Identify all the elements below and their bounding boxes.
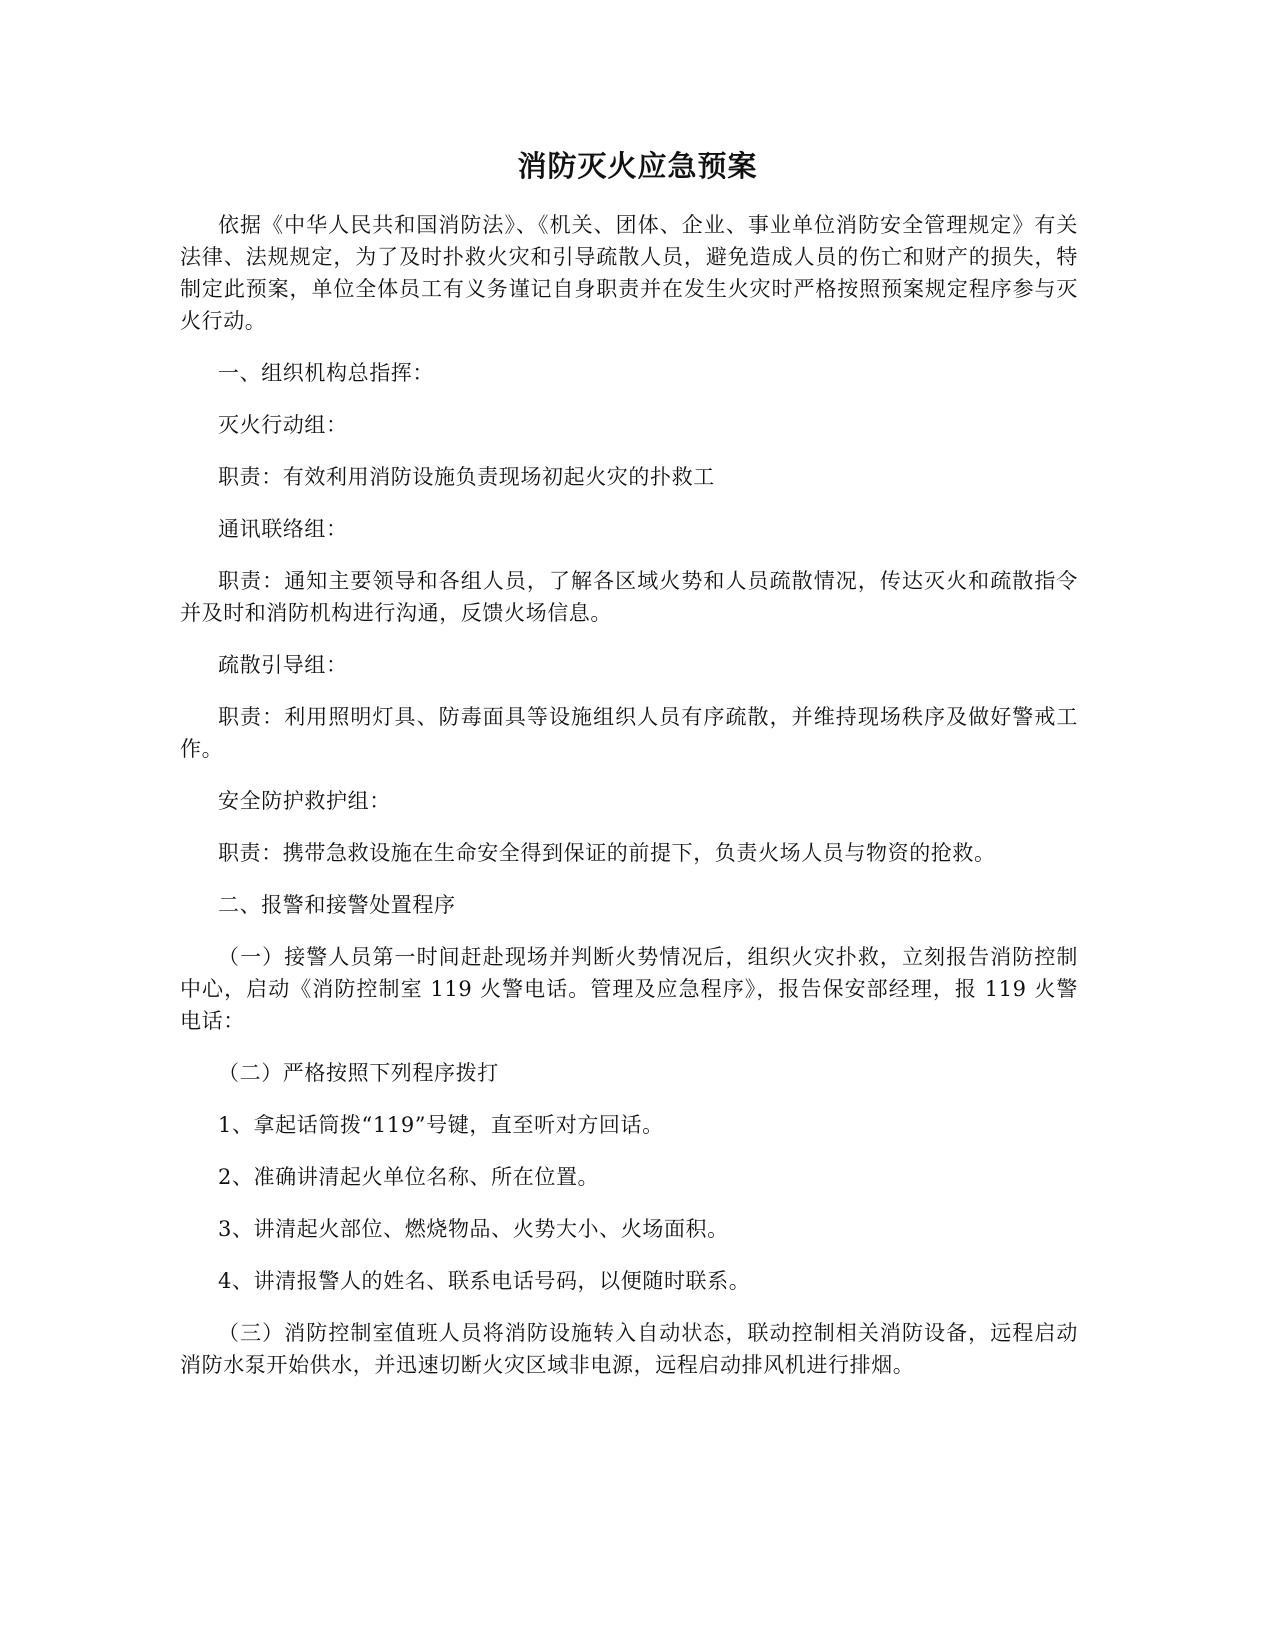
alarm-step-3: （三）消防控制室值班人员将消防设施转入自动状态，联动控制相关消防设备，远程启动消防水泵开始供水，并迅速切断火灾区域非电源，远程启动排风机进行排烟。 [180, 1321, 1078, 1377]
dial-step-2: 2、准确讲清起火单位名称、所在位置。 [218, 1165, 600, 1189]
dial-step-4: 4、讲清报警人的姓名、联系电话号码，以便随时联系。 [218, 1269, 751, 1293]
section-heading-alarm: 二、报警和接警处置程序 [218, 893, 456, 917]
document-title: 消防灭火应急预案 [517, 149, 758, 183]
section-heading-organization: 一、组织机构总指挥： [218, 361, 434, 385]
alarm-step-1: （一）接警人员第一时间赶赴现场并判断火势情况后，组织火灾扑救，立刻报告消防控制中心，启动《消防控制室 119 火警电话。管理及应急程序》，报告保安部经理，报 119 火警电话： [180, 945, 1078, 1033]
duty-firefighting: 职责：有效利用消防设施负责现场初起火灾的扑救工 [218, 465, 715, 489]
duty-communication: 职责：通知主要领导和各组人员，了解各区域火势和人员疏散情况，传达灭火和疏散指令并及时和消防机构进行沟通，反馈火场信息。 [180, 569, 1078, 625]
group-heading-rescue: 安全防护救护组： [218, 789, 391, 813]
duty-rescue: 职责：携带急救设施在生命安全得到保证的前提下，负责火场人员与物资的抢救。 [218, 841, 996, 865]
document-body [180, 209, 1078, 1401]
group-heading-communication: 通讯联络组： [218, 517, 348, 541]
dial-step-1: 1、拿起话筒拨“119”号键，直至听对方回话。 [218, 1113, 664, 1137]
group-heading-firefighting: 灭火行动组： [218, 413, 348, 437]
group-heading-evacuation: 疏散引导组： [218, 653, 348, 677]
duty-evacuation: 职责：利用照明灯具、防毒面具等设施组织人员有序疏散，并维持现场秩序及做好警戒工作。 [180, 705, 1078, 761]
intro-paragraph: 依据《中华人民共和国消防法》、《机关、团体、企业、事业单位消防安全管理规定》有关法律、法规规定，为了及时扑救火灾和引导疏散人员，避免造成人员的伤亡和财产的损失，特制定此预案，单位全体员工有义务谨记自身职责并在发生火灾时严格按照预案规定程序参与灭火行动。 [180, 213, 1078, 333]
alarm-step-2: （二）严格按照下列程序拨打 [218, 1061, 499, 1085]
dial-step-3: 3、讲清起火部位、燃烧物品、火势大小、火场面积。 [218, 1217, 729, 1241]
